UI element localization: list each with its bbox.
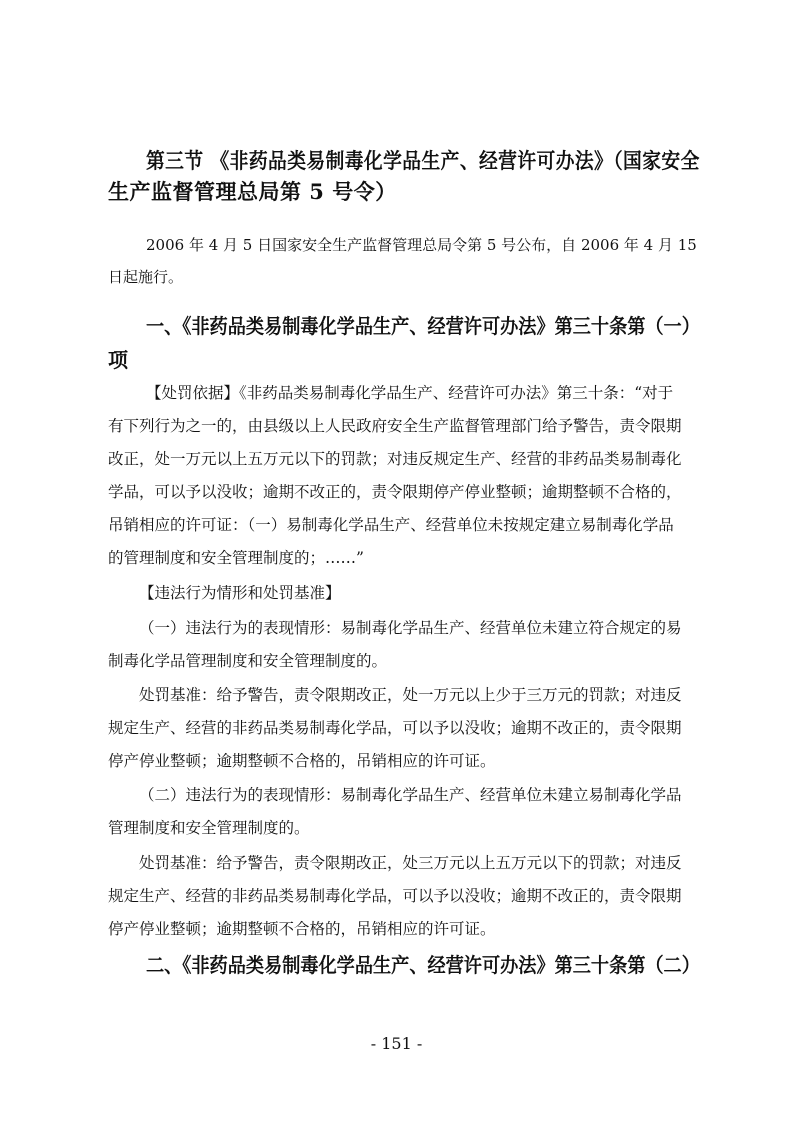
section-title-line1: 第三节 《非药品类易制毒化学品生产、经营许可办法》（国家安全	[146, 148, 700, 173]
basis-line: 【处罚依据】《非药品类易制毒化学品生产、经营许可办法》第三十条：“对于	[146, 384, 674, 402]
penalty1-line: 停产停业整顿；逾期整顿不合格的，吊销相应的许可证。	[108, 752, 496, 770]
intro-line1: 2006 年 4 月 5 日国家安全生产监督管理总局令第 5 号公布，自 2006 年 4 月 15	[146, 236, 697, 254]
case1-line: 制毒化学品管理制度和安全管理制度的。	[108, 652, 388, 670]
penalty2-line: 规定生产、经营的非药品类易制毒化学品，可以予以没收；逾期不改正的，责令限期	[108, 887, 682, 905]
basis-line: 的管理制度和安全管理制度的；……”	[108, 549, 364, 567]
basis-line: 吊销相应的许可证：（一）易制毒化学品生产、经营单位未按规定建立易制毒化学品	[108, 516, 674, 534]
standard-title: 【违法行为情形和处罚基准】	[139, 584, 341, 602]
penalty1-line: 规定生产、经营的非药品类易制毒化学品，可以予以没收；逾期不改正的，责令限期	[108, 719, 682, 737]
item2-heading-line1: 二、《非药品类易制毒化学品生产、经营许可办法》第三十条第（二）	[146, 953, 700, 977]
basis-line: 有下列行为之一的，由县级以上人民政府安全生产监督管理部门给予警告，责令限期	[108, 417, 682, 435]
intro-line2: 日起施行。	[108, 268, 184, 286]
basis-line: 学品，可以予以没收；逾期不改正的，责令限期停产停业整顿；逾期整顿不合格的，	[108, 483, 682, 501]
section-title-line2: 生产监督管理总局第 5 号令）	[108, 179, 397, 204]
case1-line: （一）违法行为的表现情形：易制毒化学品生产、经营单位未建立符合规定的易	[139, 619, 682, 637]
penalty2-line: 处罚基准：给予警告，责令限期改正，处三万元以上五万元以下的罚款；对违反	[139, 854, 682, 872]
item1-heading-line2: 项	[108, 348, 128, 372]
page-number: - 151 -	[370, 1034, 423, 1053]
case2-line: （二）违法行为的表现情形：易制毒化学品生产、经营单位未建立易制毒化学品	[139, 786, 682, 804]
penalty1-line: 处罚基准：给予警告，责令限期改正，处一万元以上少于三万元的罚款；对违反	[139, 686, 682, 704]
penalty2-line: 停产停业整顿；逾期整顿不合格的，吊销相应的许可证。	[108, 920, 496, 938]
basis-line: 改正，处一万元以上五万元以下的罚款；对违反规定生产、经营的非药品类易制毒化	[108, 450, 682, 468]
case2-line: 管理制度和安全管理制度的。	[108, 819, 310, 837]
item1-heading-line1: 一、《非药品类易制毒化学品生产、经营许可办法》第三十条第（一）	[146, 314, 700, 338]
